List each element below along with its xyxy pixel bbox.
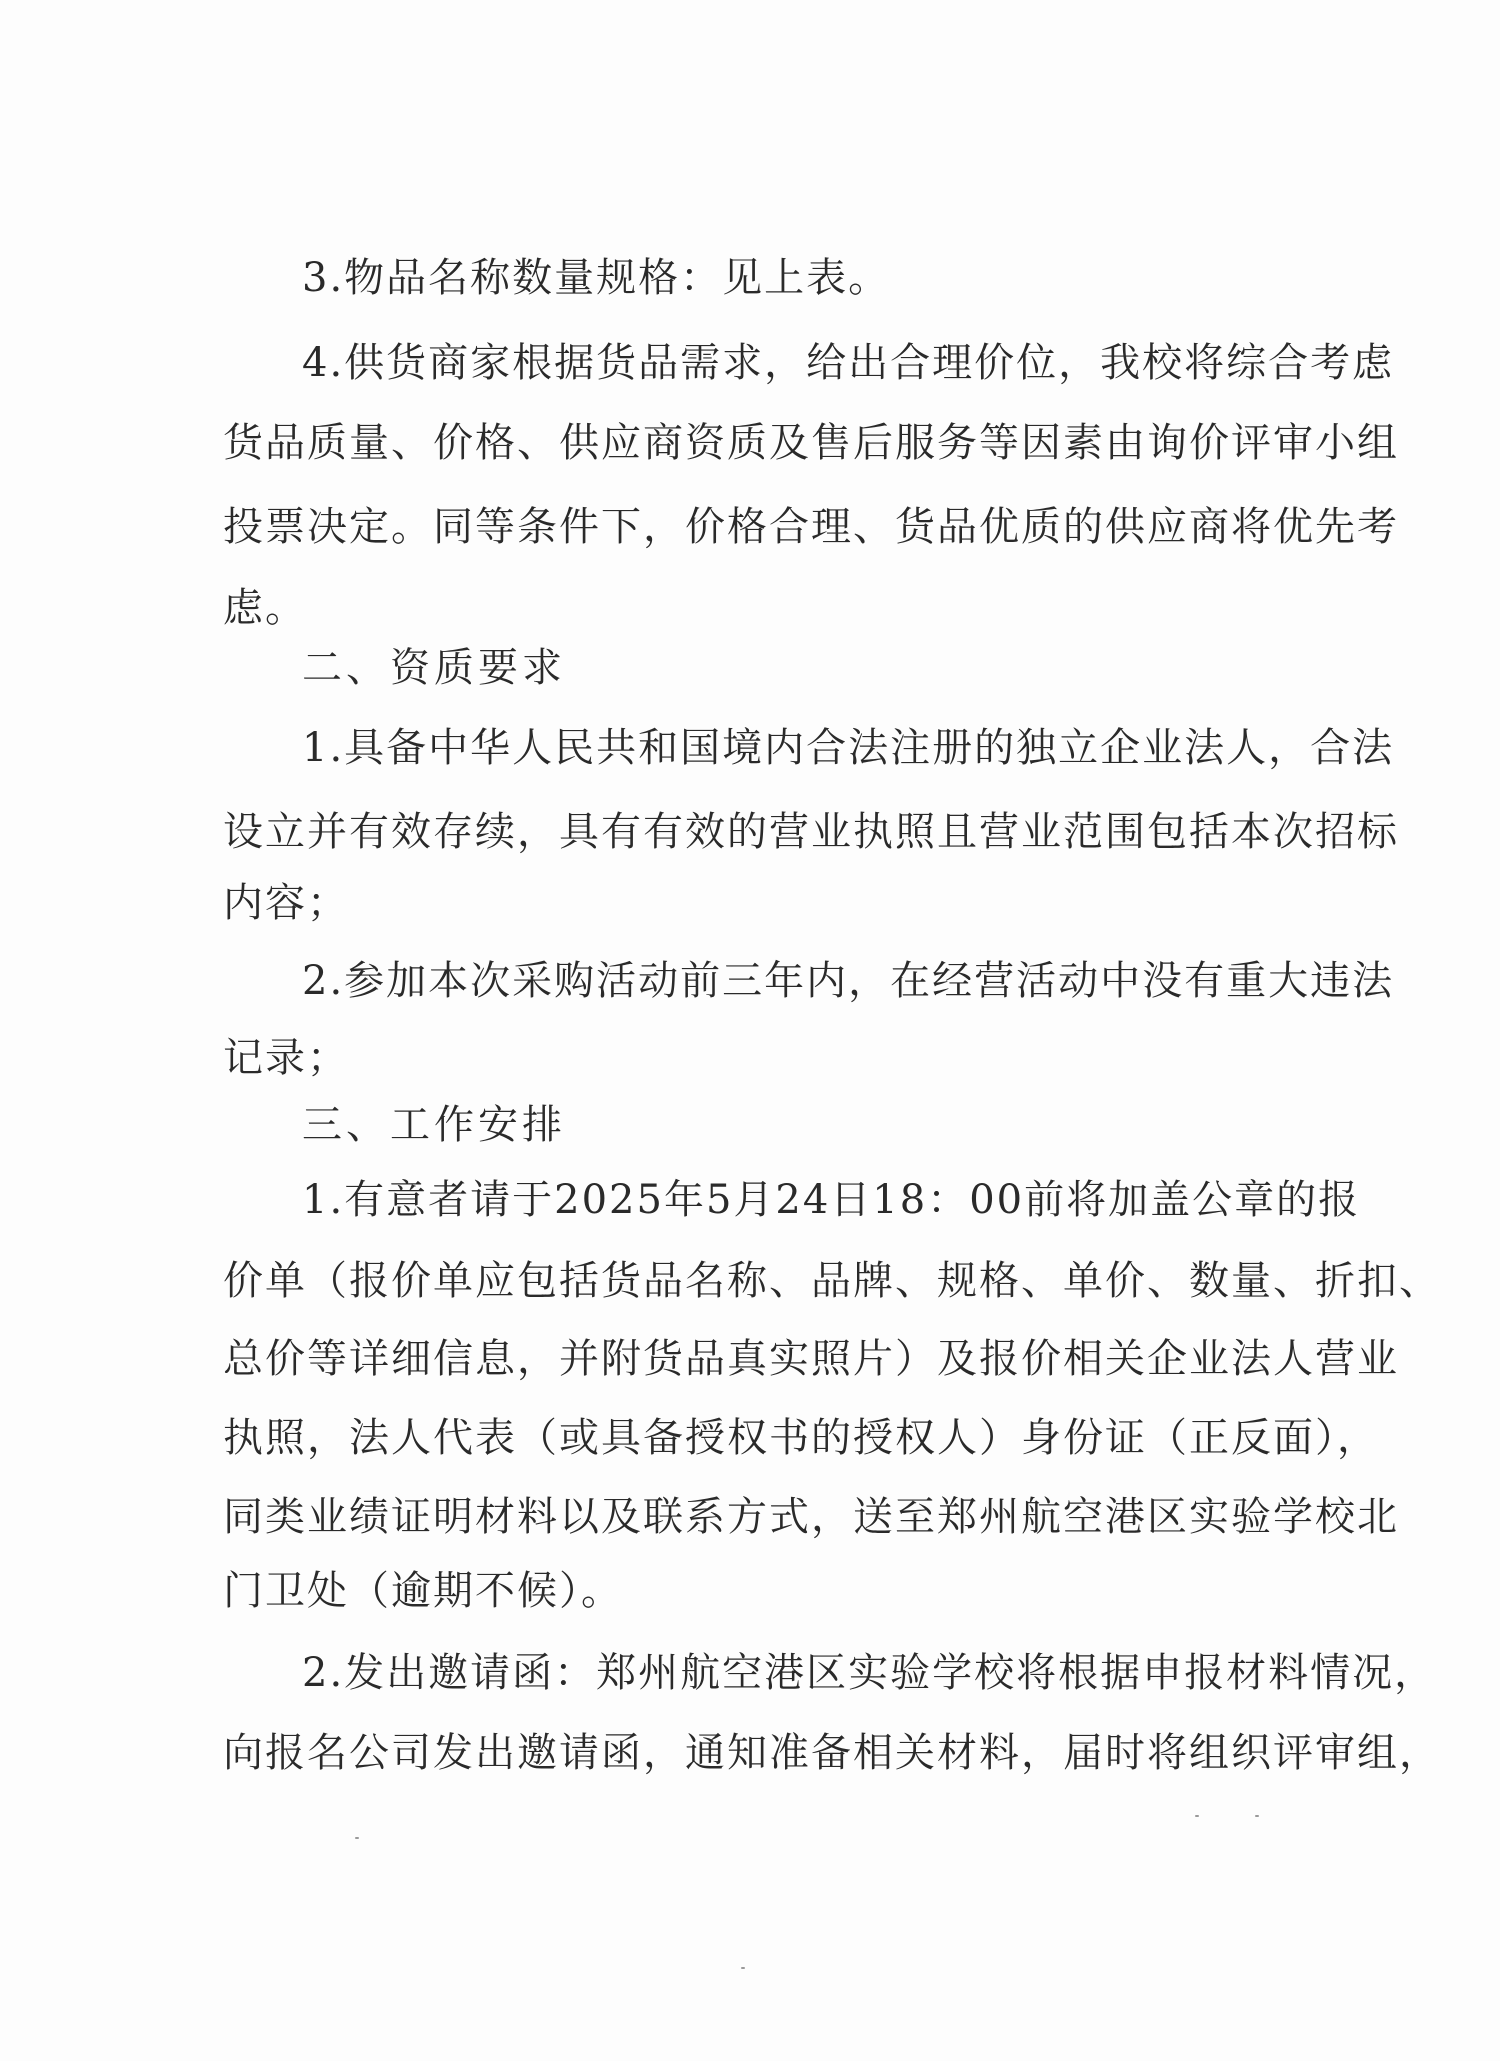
qual1-line-3: 内容； xyxy=(223,880,349,926)
scan-speck xyxy=(355,1837,359,1839)
item4-line-4: 虑。 xyxy=(223,585,307,631)
scan-speck xyxy=(1255,1815,1259,1817)
item4-line-3: 投票决定。同等条件下，价格合理、货品优质的供应商将优先考 xyxy=(223,504,1399,550)
qual1-line-1: 1.具备中华人民共和国境内合法注册的独立企业法人，合法 xyxy=(302,725,1395,771)
work1-line-1: 1.有意者请于2025年5月24日18：00前将加盖公章的报 xyxy=(302,1177,1361,1223)
scan-speck xyxy=(741,1967,745,1969)
work2-line-2: 向报名公司发出邀请函，通知准备相关材料，届时将组织评审组， xyxy=(223,1730,1441,1776)
qual2-line-1: 2.参加本次采购活动前三年内，在经营活动中没有重大违法 xyxy=(302,958,1395,1004)
work1-line-3: 总价等详细信息，并附货品真实照片）及报价相关企业法人营业 xyxy=(223,1336,1399,1382)
work1-line-5: 同类业绩证明材料以及联系方式，送至郑州航空港区实验学校北 xyxy=(223,1494,1399,1540)
section-heading-work-arrangement: 三、工作安排 xyxy=(302,1102,566,1148)
qual1-line-2: 设立并有效存续，具有有效的营业执照且营业范围包括本次招标 xyxy=(223,809,1399,855)
work1-line-4: 执照，法人代表（或具备授权书的授权人）身份证（正反面）， xyxy=(223,1415,1379,1461)
work1-line-2: 价单（报价单应包括货品名称、品牌、规格、单价、数量、折扣、 xyxy=(223,1258,1441,1304)
scan-speck xyxy=(1195,1815,1199,1817)
item4-line-1: 4.供货商家根据货品需求，给出合理价位，我校将综合考虑 xyxy=(302,340,1395,386)
qual2-line-2: 记录； xyxy=(223,1035,349,1081)
work2-line-1: 2.发出邀请函：郑州航空港区实验学校将根据申报材料情况， xyxy=(302,1650,1437,1696)
work1-line-6: 门卫处（逾期不候）。 xyxy=(223,1568,623,1614)
section-heading-qualifications: 二、资质要求 xyxy=(302,645,566,691)
item3-line-1: 3.物品名称数量规格：见上表。 xyxy=(302,255,891,301)
item4-line-2: 货品质量、价格、供应商资质及售后服务等因素由询价评审小组 xyxy=(223,420,1399,466)
